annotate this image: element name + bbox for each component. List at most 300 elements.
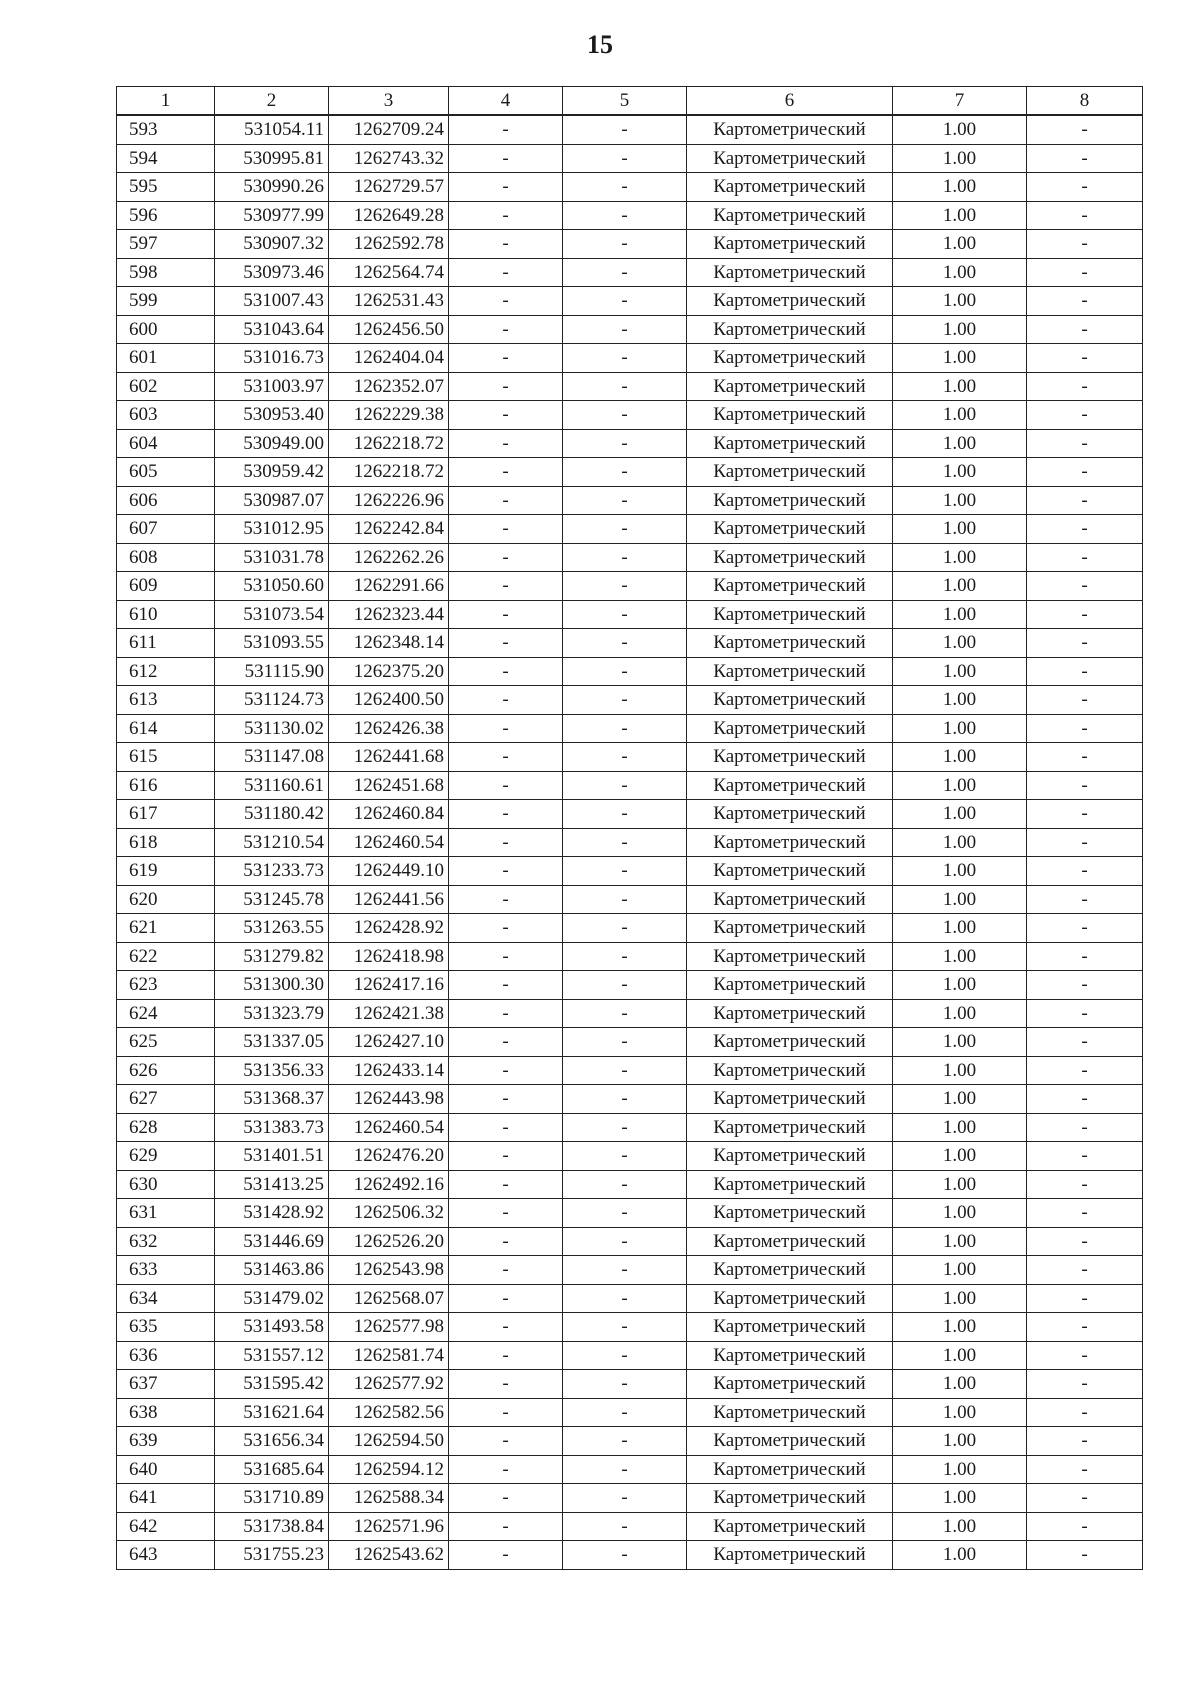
- table-cell-col2: 531401.51: [215, 1142, 329, 1171]
- table-cell-col6: Картометрический: [687, 1170, 893, 1199]
- table-cell-col8: -: [1027, 1142, 1143, 1171]
- table-cell-col7: 1.00: [893, 857, 1027, 886]
- table-cell-col8: -: [1027, 857, 1143, 886]
- table-cell-col6: Картометрический: [687, 429, 893, 458]
- table-cell-col6: Картометрический: [687, 1142, 893, 1171]
- table-cell-col7: 1.00: [893, 1284, 1027, 1313]
- table-cell-col1: 617: [117, 800, 215, 829]
- table-cell-col2: 531755.23: [215, 1541, 329, 1570]
- table-cell-col1: 621: [117, 914, 215, 943]
- table-row: [117, 1256, 1143, 1285]
- table-cell-col2: 531073.54: [215, 600, 329, 629]
- table-cell-col8: -: [1027, 714, 1143, 743]
- table-cell-col5: -: [563, 828, 687, 857]
- table-header: [117, 87, 1143, 116]
- table-cell-col6: Картометрический: [687, 115, 893, 144]
- table-row: [117, 1313, 1143, 1342]
- table-cell-col7: 1.00: [893, 372, 1027, 401]
- table-cell-col3: 1262441.68: [329, 743, 449, 772]
- table-cell-col6: Картометрический: [687, 543, 893, 572]
- table-cell-col7: 1.00: [893, 515, 1027, 544]
- table-cell-col7: 1.00: [893, 173, 1027, 202]
- table-row: [117, 1512, 1143, 1541]
- table-cell-col5: -: [563, 1370, 687, 1399]
- table-cell-col7: 1.00: [893, 1541, 1027, 1570]
- table-cell-col7: 1.00: [893, 1056, 1027, 1085]
- table-cell-col8: -: [1027, 657, 1143, 686]
- table-cell-col6: Картометрический: [687, 1028, 893, 1057]
- table-cell-col1: 624: [117, 999, 215, 1028]
- table-cell-col7: 1.00: [893, 743, 1027, 772]
- table-row: [117, 1142, 1143, 1171]
- table-cell-col5: -: [563, 1085, 687, 1114]
- table-cell-col7: 1.00: [893, 315, 1027, 344]
- table-cell-col7: 1.00: [893, 1028, 1027, 1057]
- table-cell-col2: 531685.64: [215, 1455, 329, 1484]
- table-cell-col5: -: [563, 401, 687, 430]
- table-cell-col1: 605: [117, 458, 215, 487]
- table-cell-col1: 636: [117, 1341, 215, 1370]
- table-cell-col8: -: [1027, 1541, 1143, 1570]
- table-cell-col4: -: [449, 344, 563, 373]
- table-cell-col7: 1.00: [893, 144, 1027, 173]
- table-cell-col2: 531337.05: [215, 1028, 329, 1057]
- table-cell-col2: 531479.02: [215, 1284, 329, 1313]
- table-cell-col5: -: [563, 800, 687, 829]
- table-row: [117, 1085, 1143, 1114]
- table-cell-col2: 531323.79: [215, 999, 329, 1028]
- table-cell-col6: Картометрический: [687, 686, 893, 715]
- table-cell-col6: Картометрический: [687, 258, 893, 287]
- table-cell-col7: 1.00: [893, 1113, 1027, 1142]
- table-row: [117, 629, 1143, 658]
- table-cell-col8: -: [1027, 885, 1143, 914]
- table-cell-col6: Картометрический: [687, 287, 893, 316]
- table-cell-col3: 1262709.24: [329, 115, 449, 144]
- table-cell-col3: 1262443.98: [329, 1085, 449, 1114]
- table-cell-col1: 616: [117, 771, 215, 800]
- table-cell-col5: -: [563, 1199, 687, 1228]
- table-cell-col4: -: [449, 230, 563, 259]
- table-row: [117, 1398, 1143, 1427]
- table-cell-col4: -: [449, 1370, 563, 1399]
- table-row: [117, 401, 1143, 430]
- table-cell-col5: -: [563, 458, 687, 487]
- table-cell-col2: 530959.42: [215, 458, 329, 487]
- table-cell-col7: 1.00: [893, 344, 1027, 373]
- table-cell-col5: -: [563, 287, 687, 316]
- table-row: [117, 771, 1143, 800]
- table-cell-col7: 1.00: [893, 771, 1027, 800]
- table-cell-col8: -: [1027, 486, 1143, 515]
- table-row: [117, 173, 1143, 202]
- table-cell-col3: 1262492.16: [329, 1170, 449, 1199]
- table-cell-col4: -: [449, 1455, 563, 1484]
- table-cell-col5: -: [563, 315, 687, 344]
- table-cell-col8: -: [1027, 429, 1143, 458]
- table-cell-col1: 611: [117, 629, 215, 658]
- table-row: [117, 572, 1143, 601]
- table-cell-col4: -: [449, 486, 563, 515]
- table-cell-col3: 1262218.72: [329, 458, 449, 487]
- table-cell-col4: -: [449, 401, 563, 430]
- table-cell-col2: 531043.64: [215, 315, 329, 344]
- table-cell-col3: 1262743.32: [329, 144, 449, 173]
- table-row: [117, 429, 1143, 458]
- table-cell-col7: 1.00: [893, 800, 1027, 829]
- table-cell-col1: 638: [117, 1398, 215, 1427]
- table-cell-col8: -: [1027, 258, 1143, 287]
- table-row: [117, 258, 1143, 287]
- table-row: [117, 657, 1143, 686]
- table-cell-col5: -: [563, 942, 687, 971]
- table-cell-col8: -: [1027, 1427, 1143, 1456]
- table-cell-col7: 1.00: [893, 999, 1027, 1028]
- table-cell-col1: 639: [117, 1427, 215, 1456]
- table-cell-col7: 1.00: [893, 458, 1027, 487]
- table-cell-col2: 531413.25: [215, 1170, 329, 1199]
- table-cell-col4: -: [449, 1142, 563, 1171]
- table-cell-col1: 612: [117, 657, 215, 686]
- table-cell-col2: 531093.55: [215, 629, 329, 658]
- table-cell-col3: 1262427.10: [329, 1028, 449, 1057]
- table-cell-col3: 1262577.92: [329, 1370, 449, 1399]
- table-body: [117, 115, 1143, 1569]
- table-row: [117, 885, 1143, 914]
- table-cell-col2: 531124.73: [215, 686, 329, 715]
- table-cell-col3: 1262242.84: [329, 515, 449, 544]
- table-cell-col1: 622: [117, 942, 215, 971]
- table-cell-col8: -: [1027, 372, 1143, 401]
- column-header-2: 2: [215, 87, 329, 116]
- table-cell-col1: 599: [117, 287, 215, 316]
- table-cell-col7: 1.00: [893, 201, 1027, 230]
- table-cell-col6: Картометрический: [687, 201, 893, 230]
- table-cell-col1: 640: [117, 1455, 215, 1484]
- table-cell-col8: -: [1027, 315, 1143, 344]
- table-row: [117, 543, 1143, 572]
- table-cell-col8: -: [1027, 201, 1143, 230]
- table-row: [117, 1455, 1143, 1484]
- table-cell-col3: 1262594.12: [329, 1455, 449, 1484]
- table-cell-col1: 620: [117, 885, 215, 914]
- table-cell-col5: -: [563, 1256, 687, 1285]
- table-cell-col1: 629: [117, 1142, 215, 1171]
- table-cell-col3: 1262456.50: [329, 315, 449, 344]
- table-row: [117, 1370, 1143, 1399]
- table-cell-col3: 1262449.10: [329, 857, 449, 886]
- table-cell-col3: 1262476.20: [329, 1142, 449, 1171]
- table-row: [117, 686, 1143, 715]
- table-cell-col2: 531446.69: [215, 1227, 329, 1256]
- table-cell-col3: 1262433.14: [329, 1056, 449, 1085]
- table-row: [117, 287, 1143, 316]
- table-cell-col4: -: [449, 543, 563, 572]
- table-cell-col2: 531383.73: [215, 1113, 329, 1142]
- table-cell-col5: -: [563, 629, 687, 658]
- table-cell-col1: 597: [117, 230, 215, 259]
- table-cell-col3: 1262262.26: [329, 543, 449, 572]
- table-cell-col5: -: [563, 600, 687, 629]
- table-cell-col1: 630: [117, 1170, 215, 1199]
- column-header-6: 6: [687, 87, 893, 116]
- table-row: [117, 800, 1143, 829]
- table-cell-col3: 1262441.56: [329, 885, 449, 914]
- table-cell-col7: 1.00: [893, 230, 1027, 259]
- table-cell-col1: 600: [117, 315, 215, 344]
- table-cell-col6: Картометрический: [687, 914, 893, 943]
- table-cell-col3: 1262426.38: [329, 714, 449, 743]
- table-cell-col2: 531368.37: [215, 1085, 329, 1114]
- table-cell-col3: 1262582.56: [329, 1398, 449, 1427]
- table-cell-col6: Картометрический: [687, 800, 893, 829]
- table-cell-col4: -: [449, 999, 563, 1028]
- table-row: [117, 857, 1143, 886]
- table-cell-col7: 1.00: [893, 657, 1027, 686]
- table-cell-col7: 1.00: [893, 1427, 1027, 1456]
- table-cell-col7: 1.00: [893, 1085, 1027, 1114]
- table-cell-col8: -: [1027, 1455, 1143, 1484]
- table-cell-col1: 643: [117, 1541, 215, 1570]
- table-cell-col2: 531233.73: [215, 857, 329, 886]
- table-cell-col2: 530977.99: [215, 201, 329, 230]
- table-cell-col5: -: [563, 486, 687, 515]
- table-cell-col8: -: [1027, 1227, 1143, 1256]
- table-cell-col8: -: [1027, 401, 1143, 430]
- table-cell-col1: 623: [117, 971, 215, 1000]
- header-row: [117, 87, 1143, 116]
- table-cell-col3: 1262543.98: [329, 1256, 449, 1285]
- table-cell-col6: Картометрический: [687, 572, 893, 601]
- table-cell-col2: 530990.26: [215, 173, 329, 202]
- table-cell-col4: -: [449, 828, 563, 857]
- table-cell-col1: 628: [117, 1113, 215, 1142]
- table-cell-col5: -: [563, 1113, 687, 1142]
- table-cell-col3: 1262218.72: [329, 429, 449, 458]
- table-cell-col4: -: [449, 714, 563, 743]
- table-cell-col4: -: [449, 686, 563, 715]
- table-cell-col2: 531493.58: [215, 1313, 329, 1342]
- table-cell-col1: 626: [117, 1056, 215, 1085]
- table-cell-col1: 595: [117, 173, 215, 202]
- table-cell-col7: 1.00: [893, 885, 1027, 914]
- table-cell-col5: -: [563, 657, 687, 686]
- table-cell-col1: 610: [117, 600, 215, 629]
- table-cell-col8: -: [1027, 1398, 1143, 1427]
- table-cell-col7: 1.00: [893, 1512, 1027, 1541]
- table-cell-col7: 1.00: [893, 1455, 1027, 1484]
- table-row: [117, 344, 1143, 373]
- table-cell-col6: Картометрический: [687, 1427, 893, 1456]
- table-cell-col5: -: [563, 1484, 687, 1513]
- table-cell-col2: 531428.92: [215, 1199, 329, 1228]
- table-cell-col4: -: [449, 1541, 563, 1570]
- table-cell-col8: -: [1027, 1341, 1143, 1370]
- table-cell-col1: 613: [117, 686, 215, 715]
- table-row: [117, 1341, 1143, 1370]
- table-cell-col2: 531356.33: [215, 1056, 329, 1085]
- table-cell-col3: 1262229.38: [329, 401, 449, 430]
- table-cell-col6: Картометрический: [687, 1113, 893, 1142]
- table-cell-col1: 632: [117, 1227, 215, 1256]
- table-cell-col3: 1262375.20: [329, 657, 449, 686]
- table-cell-col4: -: [449, 515, 563, 544]
- table-cell-col5: -: [563, 885, 687, 914]
- table-cell-col2: 531007.43: [215, 287, 329, 316]
- table-cell-col6: Картометрический: [687, 144, 893, 173]
- table-cell-col8: -: [1027, 800, 1143, 829]
- table-cell-col3: 1262506.32: [329, 1199, 449, 1228]
- table-cell-col3: 1262417.16: [329, 971, 449, 1000]
- table-row: [117, 1056, 1143, 1085]
- table-cell-col3: 1262460.84: [329, 800, 449, 829]
- table-cell-col2: 531012.95: [215, 515, 329, 544]
- table-cell-col4: -: [449, 971, 563, 1000]
- table-cell-col8: -: [1027, 743, 1143, 772]
- table-cell-col7: 1.00: [893, 942, 1027, 971]
- table-cell-col6: Картометрический: [687, 971, 893, 1000]
- table-cell-col6: Картометрический: [687, 1370, 893, 1399]
- table-cell-col6: Картометрический: [687, 999, 893, 1028]
- table-cell-col5: -: [563, 543, 687, 572]
- table-cell-col5: -: [563, 1284, 687, 1313]
- table-cell-col3: 1262526.20: [329, 1227, 449, 1256]
- table-cell-col5: -: [563, 1142, 687, 1171]
- table-cell-col7: 1.00: [893, 629, 1027, 658]
- table-cell-col6: Картометрический: [687, 1484, 893, 1513]
- table-cell-col2: 531656.34: [215, 1427, 329, 1456]
- table-cell-col4: -: [449, 743, 563, 772]
- table-cell-col6: Картометрический: [687, 173, 893, 202]
- table-cell-col4: -: [449, 1313, 563, 1342]
- table-cell-col7: 1.00: [893, 115, 1027, 144]
- table-cell-col4: -: [449, 258, 563, 287]
- table-cell-col1: 593: [117, 115, 215, 144]
- table-row: [117, 714, 1143, 743]
- table-cell-col2: 531147.08: [215, 743, 329, 772]
- table-cell-col7: 1.00: [893, 401, 1027, 430]
- table-cell-col4: -: [449, 600, 563, 629]
- table-cell-col6: Картометрический: [687, 515, 893, 544]
- table-cell-col1: 637: [117, 1370, 215, 1399]
- table-cell-col4: -: [449, 173, 563, 202]
- table-row: [117, 515, 1143, 544]
- table-cell-col8: -: [1027, 230, 1143, 259]
- table-row: [117, 828, 1143, 857]
- table-cell-col5: -: [563, 372, 687, 401]
- table-cell-col1: 609: [117, 572, 215, 601]
- column-header-5: 5: [563, 87, 687, 116]
- table-cell-col3: 1262348.14: [329, 629, 449, 658]
- table-cell-col4: -: [449, 1256, 563, 1285]
- table-cell-col7: 1.00: [893, 1199, 1027, 1228]
- table-cell-col5: -: [563, 1512, 687, 1541]
- table-cell-col5: -: [563, 971, 687, 1000]
- table-row: [117, 971, 1143, 1000]
- table-cell-col4: -: [449, 1199, 563, 1228]
- table-cell-col5: -: [563, 1455, 687, 1484]
- table-cell-col3: 1262531.43: [329, 287, 449, 316]
- table-cell-col7: 1.00: [893, 914, 1027, 943]
- table-cell-col7: 1.00: [893, 600, 1027, 629]
- table-cell-col4: -: [449, 942, 563, 971]
- table-cell-col2: 531031.78: [215, 543, 329, 572]
- table-cell-col1: 607: [117, 515, 215, 544]
- table-cell-col5: -: [563, 344, 687, 373]
- table-cell-col2: 531115.90: [215, 657, 329, 686]
- table-row: [117, 942, 1143, 971]
- table-cell-col1: 596: [117, 201, 215, 230]
- table-cell-col1: 606: [117, 486, 215, 515]
- table-cell-col2: 531050.60: [215, 572, 329, 601]
- table-cell-col2: 531738.84: [215, 1512, 329, 1541]
- table-cell-col8: -: [1027, 942, 1143, 971]
- column-header-3: 3: [329, 87, 449, 116]
- table-cell-col8: -: [1027, 1256, 1143, 1285]
- table-cell-col3: 1262226.96: [329, 486, 449, 515]
- table-cell-col5: -: [563, 515, 687, 544]
- table-cell-col3: 1262588.34: [329, 1484, 449, 1513]
- table-cell-col8: -: [1027, 1056, 1143, 1085]
- table-cell-col3: 1262571.96: [329, 1512, 449, 1541]
- table-cell-col5: -: [563, 429, 687, 458]
- table-cell-col7: 1.00: [893, 686, 1027, 715]
- table-cell-col2: 530953.40: [215, 401, 329, 430]
- table-cell-col6: Картометрический: [687, 600, 893, 629]
- table-cell-col8: -: [1027, 1028, 1143, 1057]
- table-cell-col3: 1262460.54: [329, 828, 449, 857]
- table-cell-col3: 1262451.68: [329, 771, 449, 800]
- table-cell-col3: 1262581.74: [329, 1341, 449, 1370]
- table-cell-col2: 530949.00: [215, 429, 329, 458]
- table-cell-col8: -: [1027, 173, 1143, 202]
- table-cell-col8: -: [1027, 115, 1143, 144]
- page-number: 15: [587, 30, 613, 59]
- table-cell-col7: 1.00: [893, 1484, 1027, 1513]
- table-row: [117, 1227, 1143, 1256]
- table-cell-col6: Картометрический: [687, 344, 893, 373]
- table-cell-col3: 1262568.07: [329, 1284, 449, 1313]
- table-cell-col6: Картометрический: [687, 828, 893, 857]
- table-cell-col8: -: [1027, 686, 1143, 715]
- table-cell-col6: Картометрический: [687, 1398, 893, 1427]
- table-cell-col8: -: [1027, 458, 1143, 487]
- table-cell-col4: -: [449, 315, 563, 344]
- table-cell-col1: 598: [117, 258, 215, 287]
- table-cell-col2: 531463.86: [215, 1256, 329, 1285]
- table-cell-col2: 530973.46: [215, 258, 329, 287]
- table-cell-col4: -: [449, 1056, 563, 1085]
- table-row: [117, 372, 1143, 401]
- table-cell-col4: -: [449, 144, 563, 173]
- table-cell-col5: -: [563, 144, 687, 173]
- table-cell-col3: 1262400.50: [329, 686, 449, 715]
- table-cell-col1: 642: [117, 1512, 215, 1541]
- table-cell-col5: -: [563, 771, 687, 800]
- table-cell-col5: -: [563, 1170, 687, 1199]
- table-cell-col7: 1.00: [893, 572, 1027, 601]
- table-row: [117, 315, 1143, 344]
- table-row: [117, 743, 1143, 772]
- table-cell-col8: -: [1027, 914, 1143, 943]
- table-cell-col4: -: [449, 657, 563, 686]
- table-cell-col5: -: [563, 857, 687, 886]
- column-header-1: 1: [117, 87, 215, 116]
- table-cell-col6: Картометрический: [687, 1341, 893, 1370]
- table-cell-col2: 531300.30: [215, 971, 329, 1000]
- table-row: [117, 1113, 1143, 1142]
- table-cell-col1: 594: [117, 144, 215, 173]
